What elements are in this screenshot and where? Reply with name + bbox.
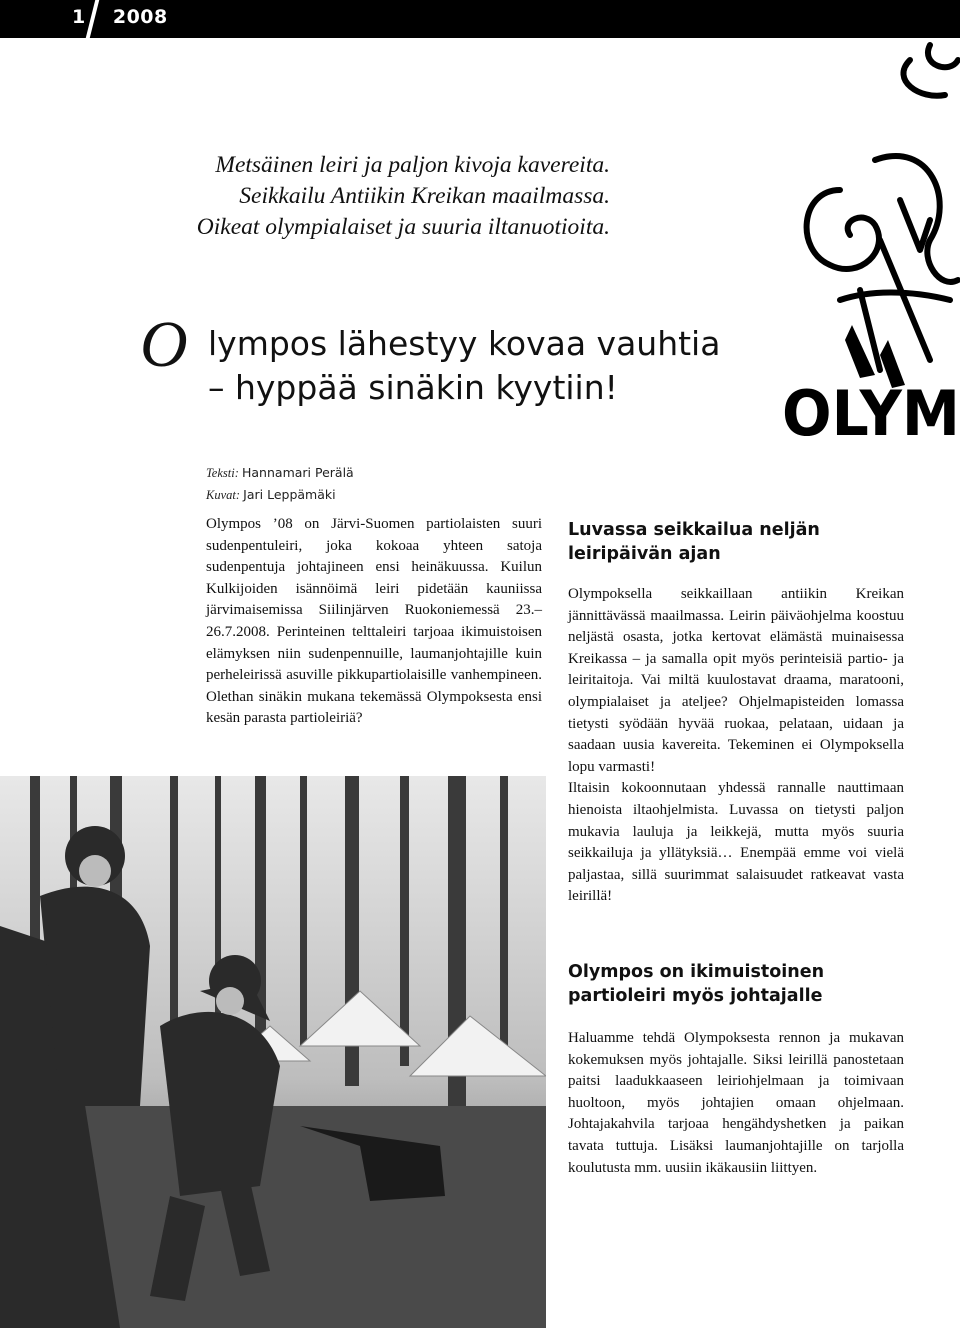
credit-text: [206, 462, 354, 484]
body-paragraph: Iltaisin kokoonnutaan yhdessä rannalle nauttimaan hienoista iltaohjelmista. Luvassa on tietysti paljon mukavia lauluja ja leikkejä, mutta myös suuria seikkailuja ja yllätyksiä… Enempää emme voi vielä paljastaa, sillä suurimmat salaisuudet ratkeavat vasta leirillä!: [568, 780, 904, 905]
headline-dropcap: O: [140, 308, 188, 381]
olympos-logo: [780, 40, 960, 450]
issue-label: [72, 6, 168, 28]
credit-photo-label: Kuvat:: [206, 488, 241, 502]
headline-line-1: lympos lähestyy kovaa vauhtia: [208, 324, 721, 363]
issue-year: 2008: [112, 6, 168, 28]
section-body: [568, 1028, 904, 1179]
tagline-line: Seikkailu Antiikin Kreikan maailmassa.: [239, 183, 610, 209]
tagline-line: Metsäinen leiri ja paljon kivoja kavereita.: [215, 152, 610, 178]
headline-line-2: – hyppää sinäkin kyytiin!: [208, 368, 618, 407]
credit-photo: [206, 484, 354, 506]
credit-text-author: Hannamari Perälä: [242, 465, 354, 480]
credit-photo-author: Jari Leppämäki: [243, 487, 336, 502]
section-body: [568, 584, 904, 908]
credit-text-label: Teksti:: [206, 466, 239, 480]
section-heading: Luvassa seikkailua neljän leiripäivän ajan: [568, 520, 820, 564]
camp-photo: [0, 776, 546, 1328]
header-bar: [0, 0, 960, 38]
tagline-line: Oikeat olympialaiset ja suuria iltanuotioita.: [196, 214, 610, 240]
article-headline: [140, 308, 721, 410]
section-heading: Olympos on ikimuistoinen partioleiri myös johtajalle: [568, 962, 825, 1006]
intro-paragraph: Olympos ’08 on Järvi-Suomen partiolaisten suuri sudenpentuleiri, joka kokoaa yhteen satoja sudenpentuja johtajineen ensi heinäkuussa. Kuilun Kulkijoiden isännöimä leiri pidetään kauniissa järvimaisemissa Siilinjärven Ruokoniemessä 23.–26.7.2008. Perinteinen telttaleiri tarjoaa ikimuistoisen elämyksen niin sudenpennuille, laumanjohtajille kuin perheleirissä asuville pikkupartiolaisille vanhempineen. Olethan sinäkin mukana tekemässä Olympoksesta ensi kesän parasta partioleiriä?: [206, 516, 542, 727]
tagline: [140, 150, 610, 243]
issue-slash: [85, 0, 99, 42]
body-paragraph: Haluamme tehdä Olympoksesta rennon ja mukavan kokemuksen myös johtajalle. Siksi leirillä panostetaan paitsi laadukkaaseen leiriohjelmaan ja toimivaan huoltoon, myös johtajien omaan ohjelmaan. Johtajakahvila tarjoaa hengähdyshetken ja paikan tavata tuttuja. Lisäksi laumanjohtajille on tarjolla koulutusta mm. uusiin ikäkausiin liittyen.: [568, 1030, 904, 1176]
issue-number: 1: [72, 6, 86, 28]
logo-text: OLYM: [782, 377, 960, 450]
body-paragraph: Olympoksella seikkaillaan antiikin Kreikan jännittävässä maailmassa. Leirin päiväohjelma koostuu neljästä osasta, jotka kertovat elämästä muinaisessa Kreikassa – ja samalla opit myös perinteisiä partio- ja leiritaitoja. Vai miltä kuulostavat draama, maratooni, olympialaiset ja ateljee? Ohjelmapisteiden lomassa tietysti syödään hyvää ruokaa, pelataan, uidaan ja saadaan uusia kavereita. Tekeminen ei Olympoksella lopu varmasti!: [568, 586, 904, 775]
credits: [206, 462, 354, 506]
